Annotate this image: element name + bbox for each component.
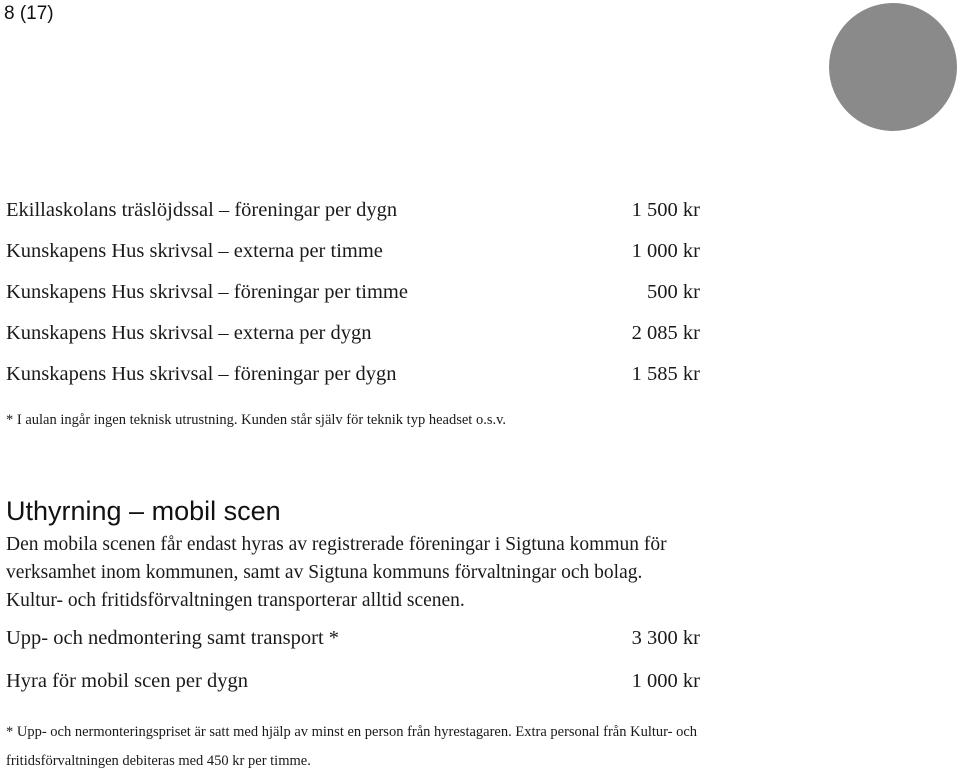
price-label: Hyra för mobil scen per dygn (6, 670, 248, 692)
price-row (6, 670, 706, 713)
price-amount: 500 kr (647, 281, 700, 303)
price-amount: 1 585 kr (631, 363, 700, 385)
description-line: Den mobila scenen får endast hyras av registrerade föreningar i Sigtuna kommun för (6, 534, 667, 555)
price-label: Kunskapens Hus skrivsal – föreningar per timme (6, 281, 408, 303)
price-label: Ekillaskolans träslöjdssal – föreningar per dygn (6, 199, 398, 221)
page-number: 8 (17) (4, 3, 54, 24)
aula-footnote: * I aulan ingår ingen teknisk utrustning. Kunden står själv för teknik typ headset o.s.v. (6, 412, 507, 428)
price-label: Kunskapens Hus skrivsal – externa per timme (6, 240, 383, 262)
stage-price-table (6, 627, 706, 713)
description-line: verksamhet inom kommunen, samt av Sigtuna kommuns förvaltningar och bolag. (6, 562, 643, 583)
gray-circle-logo (829, 3, 957, 131)
price-amount: 2 085 kr (631, 322, 700, 344)
price-amount: 3 300 kr (631, 627, 700, 649)
price-label: Kunskapens Hus skrivsal – externa per dygn (6, 322, 372, 344)
price-label: Kunskapens Hus skrivsal – föreningar per dygn (6, 363, 397, 385)
price-row (6, 363, 706, 404)
price-label: Upp- och nedmontering samt transport * (6, 627, 340, 649)
section-heading: Uthyrning – mobil scen (6, 496, 281, 526)
footnote-line: fritidsförvaltningen debiteras med 450 kr per timme. (6, 753, 311, 769)
rental-price-table (6, 199, 706, 404)
stage-footnote (6, 718, 697, 776)
price-row (6, 199, 706, 240)
price-row (6, 322, 706, 363)
price-row (6, 627, 706, 670)
description-line: Kultur- och fritidsförvaltningen transporterar alltid scenen. (6, 590, 465, 611)
section-description (6, 531, 667, 615)
price-amount: 1 000 kr (631, 240, 700, 262)
footnote-line: * Upp- och nermonteringspriset är satt med hjälp av minst en person från hyrestagaren. Extra personal från Kultur- och (6, 724, 698, 740)
price-amount: 1 000 kr (631, 670, 700, 692)
price-row (6, 240, 706, 281)
price-amount: 1 500 kr (631, 199, 700, 221)
price-row (6, 281, 706, 322)
